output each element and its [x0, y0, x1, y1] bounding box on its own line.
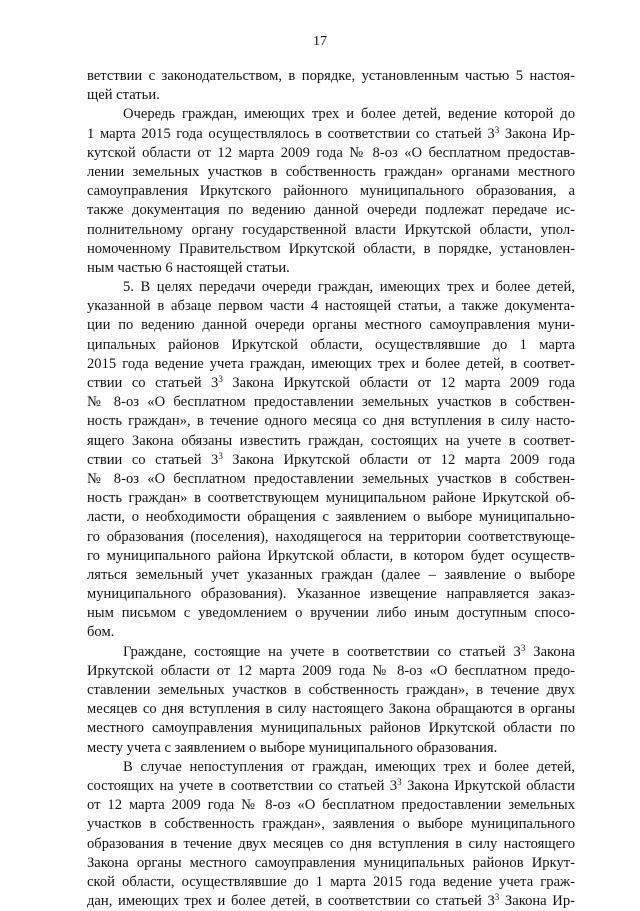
text-line: самоуправления Иркутского районного муниципального образования, а — [87, 183, 575, 200]
text-line: от 12 марта 2009 года № 8-оз «О бесплатном предоставлении земельных — [87, 797, 575, 814]
text-line: ции по ведению данной очереди органы местного самоуправления муни- — [87, 317, 575, 334]
text-line: ность граждан», в течение одного месяца со дня вступления в силу насто- — [87, 413, 575, 430]
text-line: полнительному органу государственной власти Иркутской области, упол- — [87, 221, 575, 238]
law-text-body — [87, 67, 575, 911]
text-line: № 8-оз «О бесплатном предоставлении земельных участков в собствен- — [87, 470, 575, 487]
text-line: ствии со статьей $3^3$ Закона Иркутской области от 12 марта 2009 года — [87, 450, 575, 468]
text-line: номоченному Правительством Иркутской области, в порядке, установлен- — [87, 240, 575, 257]
text-line: Закона органы местного самоуправления муниципальных районов Иркут- — [87, 854, 575, 871]
text-line: бом. — [87, 624, 115, 641]
text-line: ветствии с законодательством, в порядке, установленным частью 5 настоя- — [87, 68, 575, 84]
text-line: 1 марта 2015 года осуществлялось в соответствии со статьей $3^3$ Закона Ир- — [87, 124, 575, 142]
text-line: Граждане, состоящие на учете в соответствии со статьей $3^3$ Закона — [123, 642, 575, 660]
text-line: го образования (поселения), находящегося на территории соответствующе- — [87, 528, 575, 545]
text-line: ность граждан» в соответствующем муниципальном районе Иркутской об- — [87, 490, 575, 507]
text-line: участков в собственность граждан», заявления о выборе муниципального — [87, 816, 575, 833]
text-line: ствии со статьей $3^3$ Закона Иркутской области от 12 марта 2009 года — [87, 374, 575, 391]
text-line: Иркутской области от 12 марта 2009 года № 8-оз «О бесплатном предо- — [87, 662, 575, 679]
text-line: ставлении земельных участков в собственность граждан», в течение двух — [87, 682, 575, 698]
text-line: щей статьи. — [87, 87, 160, 104]
text-line: лении земельных участков в собственность граждан» органами местного — [87, 163, 575, 180]
text-line: ным письмом с уведомлением о вручении либо иным доступным спосо- — [87, 605, 575, 622]
text-line: кутской области от 12 марта 2009 года № 8-оз «О бесплатном предостав- — [87, 144, 575, 161]
text-line: 2015 года ведение учета граждан, имеющих трех и более детей, в соответ- — [87, 355, 575, 372]
text-line: дан, имеющих трех и более детей, в соответствии со статьей $3^3$ Закона Ир- — [87, 892, 575, 910]
text-line: ласти, о необходимости обращения с заявлением о выборе муниципально- — [87, 509, 575, 526]
text-line: местного самоуправления муниципальных районов Иркутской области по — [87, 720, 575, 737]
text-line: образования в течение двух месяцев со дня вступления в силу настоящего — [87, 835, 575, 852]
text-line: указанной в абзаце первом части 4 настоящей статьи, а также документа- — [87, 298, 575, 315]
text-line: ципальных районов Иркутской области, осуществлявшие до 1 марта — [87, 336, 575, 353]
page-number: 17 — [313, 34, 327, 49]
text-line: Очередь граждан, имеющих трех и более детей, ведение которой до — [123, 106, 575, 123]
text-line: ской области, осуществлявшие до 1 марта 2015 года ведение учета граж- — [87, 873, 575, 890]
text-line: ляться земельный учет указанных граждан (далее – заявление о выборе — [87, 566, 575, 583]
text-line: месту учета с заявлением о выборе муниципального образования. — [87, 739, 498, 756]
text-line: также документация по ведению данной очереди подлежат передаче ис- — [87, 202, 575, 219]
text-line: ным частью 6 настоящей статьи. — [87, 259, 290, 276]
text-line: № 8-оз «О бесплатном предоставлении земельных участков в собствен- — [87, 394, 575, 411]
text-line: месяцев со дня вступления в силу настоящего Закона обращаются в органы — [87, 701, 575, 718]
text-line: состоящих на учете в соответствии со статьей $3^3$ Закона Иркутской области — [87, 776, 575, 794]
text-line: го муниципального района Иркутской области, в котором будет осуществ- — [87, 547, 575, 564]
text-line: ящего Закона обязаны известить граждан, состоящих на учете в соответ- — [87, 432, 575, 449]
text-line: 5. В целях передачи очереди граждан, имеющих трех и более детей, — [123, 279, 575, 296]
text-line: В случае непоступления от граждан, имеющих трех и более детей, — [123, 758, 575, 775]
text-line: муниципального образования). Указанное извещение направляется заказ- — [87, 586, 575, 603]
